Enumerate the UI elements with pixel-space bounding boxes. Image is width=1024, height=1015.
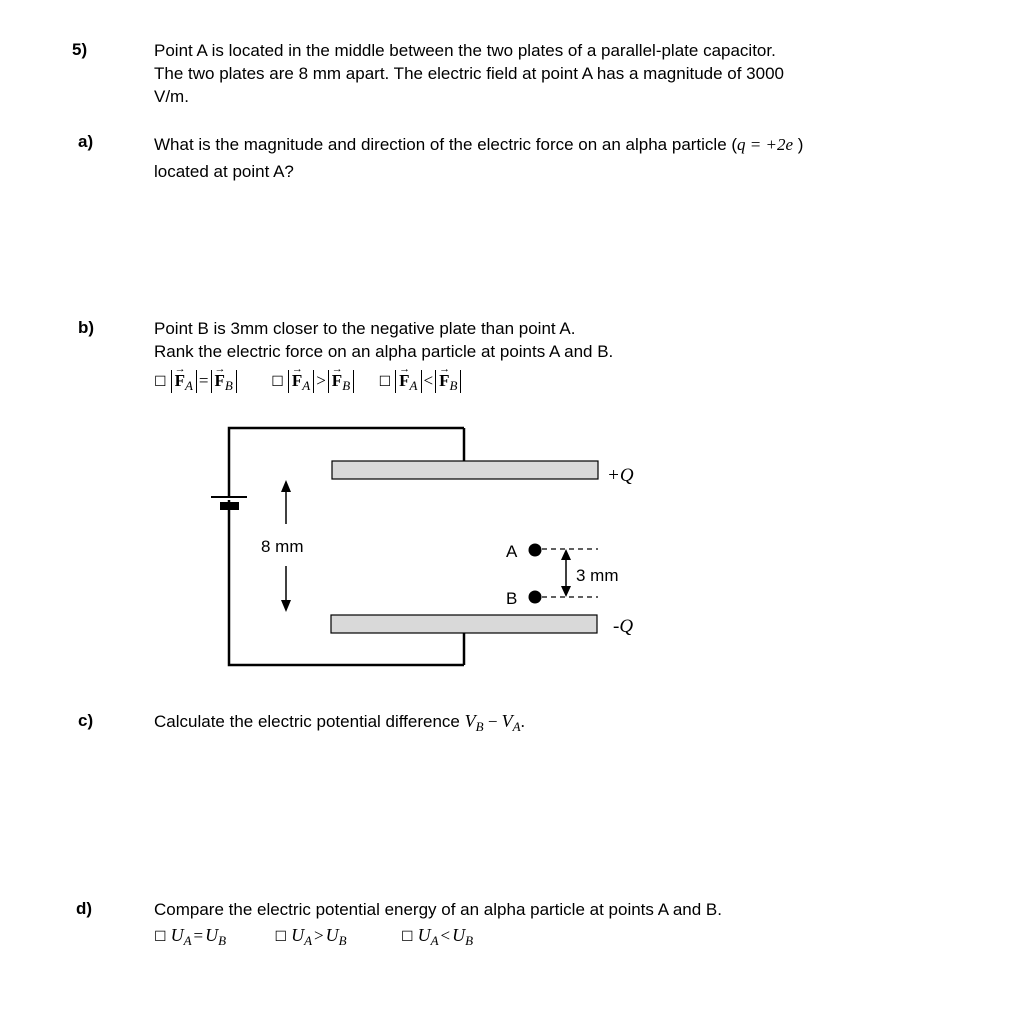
battery-short-plate (220, 502, 239, 510)
force-sub-b: B (224, 378, 233, 393)
intro-line-1: Point A is located in the middle between the two plates of a parallel-plate capacitor. (154, 41, 776, 60)
arrowhead-up-icon (561, 549, 571, 560)
force-sub-b: B (342, 378, 351, 393)
energy-sub-b: B (338, 933, 347, 948)
force-sub-b: B (449, 378, 458, 393)
option-energy-greater[interactable] (275, 925, 347, 946)
force-sub-a: A (184, 378, 193, 393)
part-c-label: c) (78, 711, 94, 730)
potential-sub-b: B (475, 719, 484, 734)
arrowhead-down-icon (281, 600, 291, 612)
part-a-text: What is the magnitude and direction of the electric force on an alpha particle ( (154, 135, 738, 154)
negative-plate (331, 615, 597, 633)
energy-symbol: U (170, 925, 184, 945)
force-symbol: → F (399, 370, 409, 392)
energy-symbol: U (205, 925, 219, 945)
energy-sub-a: A (183, 933, 192, 948)
arrowhead-down-icon (561, 586, 571, 597)
energy-symbol: U (291, 925, 305, 945)
energy-sub-b: B (218, 933, 227, 948)
option-op: < (440, 926, 451, 945)
force-symbol: → F (332, 370, 342, 392)
energy-sub-a: A (430, 933, 439, 948)
part-d-options (154, 925, 499, 946)
potential-sub-a: A (512, 719, 521, 734)
part-b-line-2: Rank the electric force on an alpha particle at points A and B. (154, 342, 614, 361)
option-energy-less[interactable] (401, 925, 473, 946)
checkbox-icon[interactable]: ☐ (271, 374, 284, 390)
option-op: = (193, 926, 204, 945)
part-a-label: a) (78, 132, 94, 151)
option-energy-equal[interactable] (154, 925, 226, 946)
point-b-dot (529, 591, 542, 604)
checkbox-icon[interactable]: ☐ (378, 374, 392, 390)
potential-symbol-b: V (464, 711, 476, 731)
option-op: < (423, 371, 434, 390)
positive-plate (332, 461, 598, 479)
point-b-label: B (506, 589, 518, 608)
part-b-line-1: Point B is 3mm closer to the negative plate than point A. (154, 319, 576, 338)
energy-symbol: U (417, 925, 431, 945)
energy-symbol: U (452, 925, 466, 945)
checkbox-icon[interactable]: ☐ (274, 929, 288, 945)
ab-distance-label: 3 mm (576, 566, 619, 585)
part-d-question: Compare the electric potential energy of an alpha particle at points A and B. (154, 900, 722, 919)
minus-sign: − (483, 712, 502, 731)
intro-line-2: The two plates are 8 mm apart. The electric field at point A has a magnitude of 3000 (154, 64, 784, 83)
plus-q-label: +Q (607, 465, 634, 486)
energy-sub-b: B (465, 933, 474, 948)
part-d-label: d) (76, 899, 93, 918)
separation-label: 8 mm (261, 537, 304, 556)
force-symbol: → F (175, 370, 185, 392)
option-op: > (314, 926, 324, 945)
energy-sub-a: A (304, 933, 313, 948)
intro-line-3: V/m. (154, 87, 189, 106)
option-op: = (198, 371, 209, 390)
minus-q-label: -Q (613, 616, 634, 637)
force-symbol: → F (292, 370, 302, 392)
force-symbol: → F (215, 370, 225, 392)
checkbox-icon[interactable]: ☐ (154, 374, 167, 390)
potential-symbol-a: V (501, 711, 513, 731)
point-a-label: A (506, 542, 518, 561)
force-sub-a: A (302, 378, 311, 393)
checkbox-icon[interactable]: ☐ (154, 929, 167, 945)
checkbox-icon[interactable]: ☐ (401, 929, 414, 945)
force-sub-a: A (409, 378, 418, 393)
part-a-line-2: located at point A? (154, 162, 294, 181)
part-c-text: Calculate the electric potential difference (154, 712, 460, 731)
part-a-charge: q = +2e (737, 135, 794, 154)
energy-symbol: U (325, 925, 339, 945)
arrowhead-up-icon (281, 480, 291, 492)
period: . (520, 712, 525, 731)
question-number: 5) (72, 40, 88, 59)
point-a-dot (529, 544, 542, 557)
part-a-close: ) (797, 135, 804, 154)
option-op: > (316, 371, 326, 390)
force-symbol: → F (439, 370, 449, 392)
part-b-label: b) (78, 318, 95, 337)
part-c-question (154, 710, 954, 734)
